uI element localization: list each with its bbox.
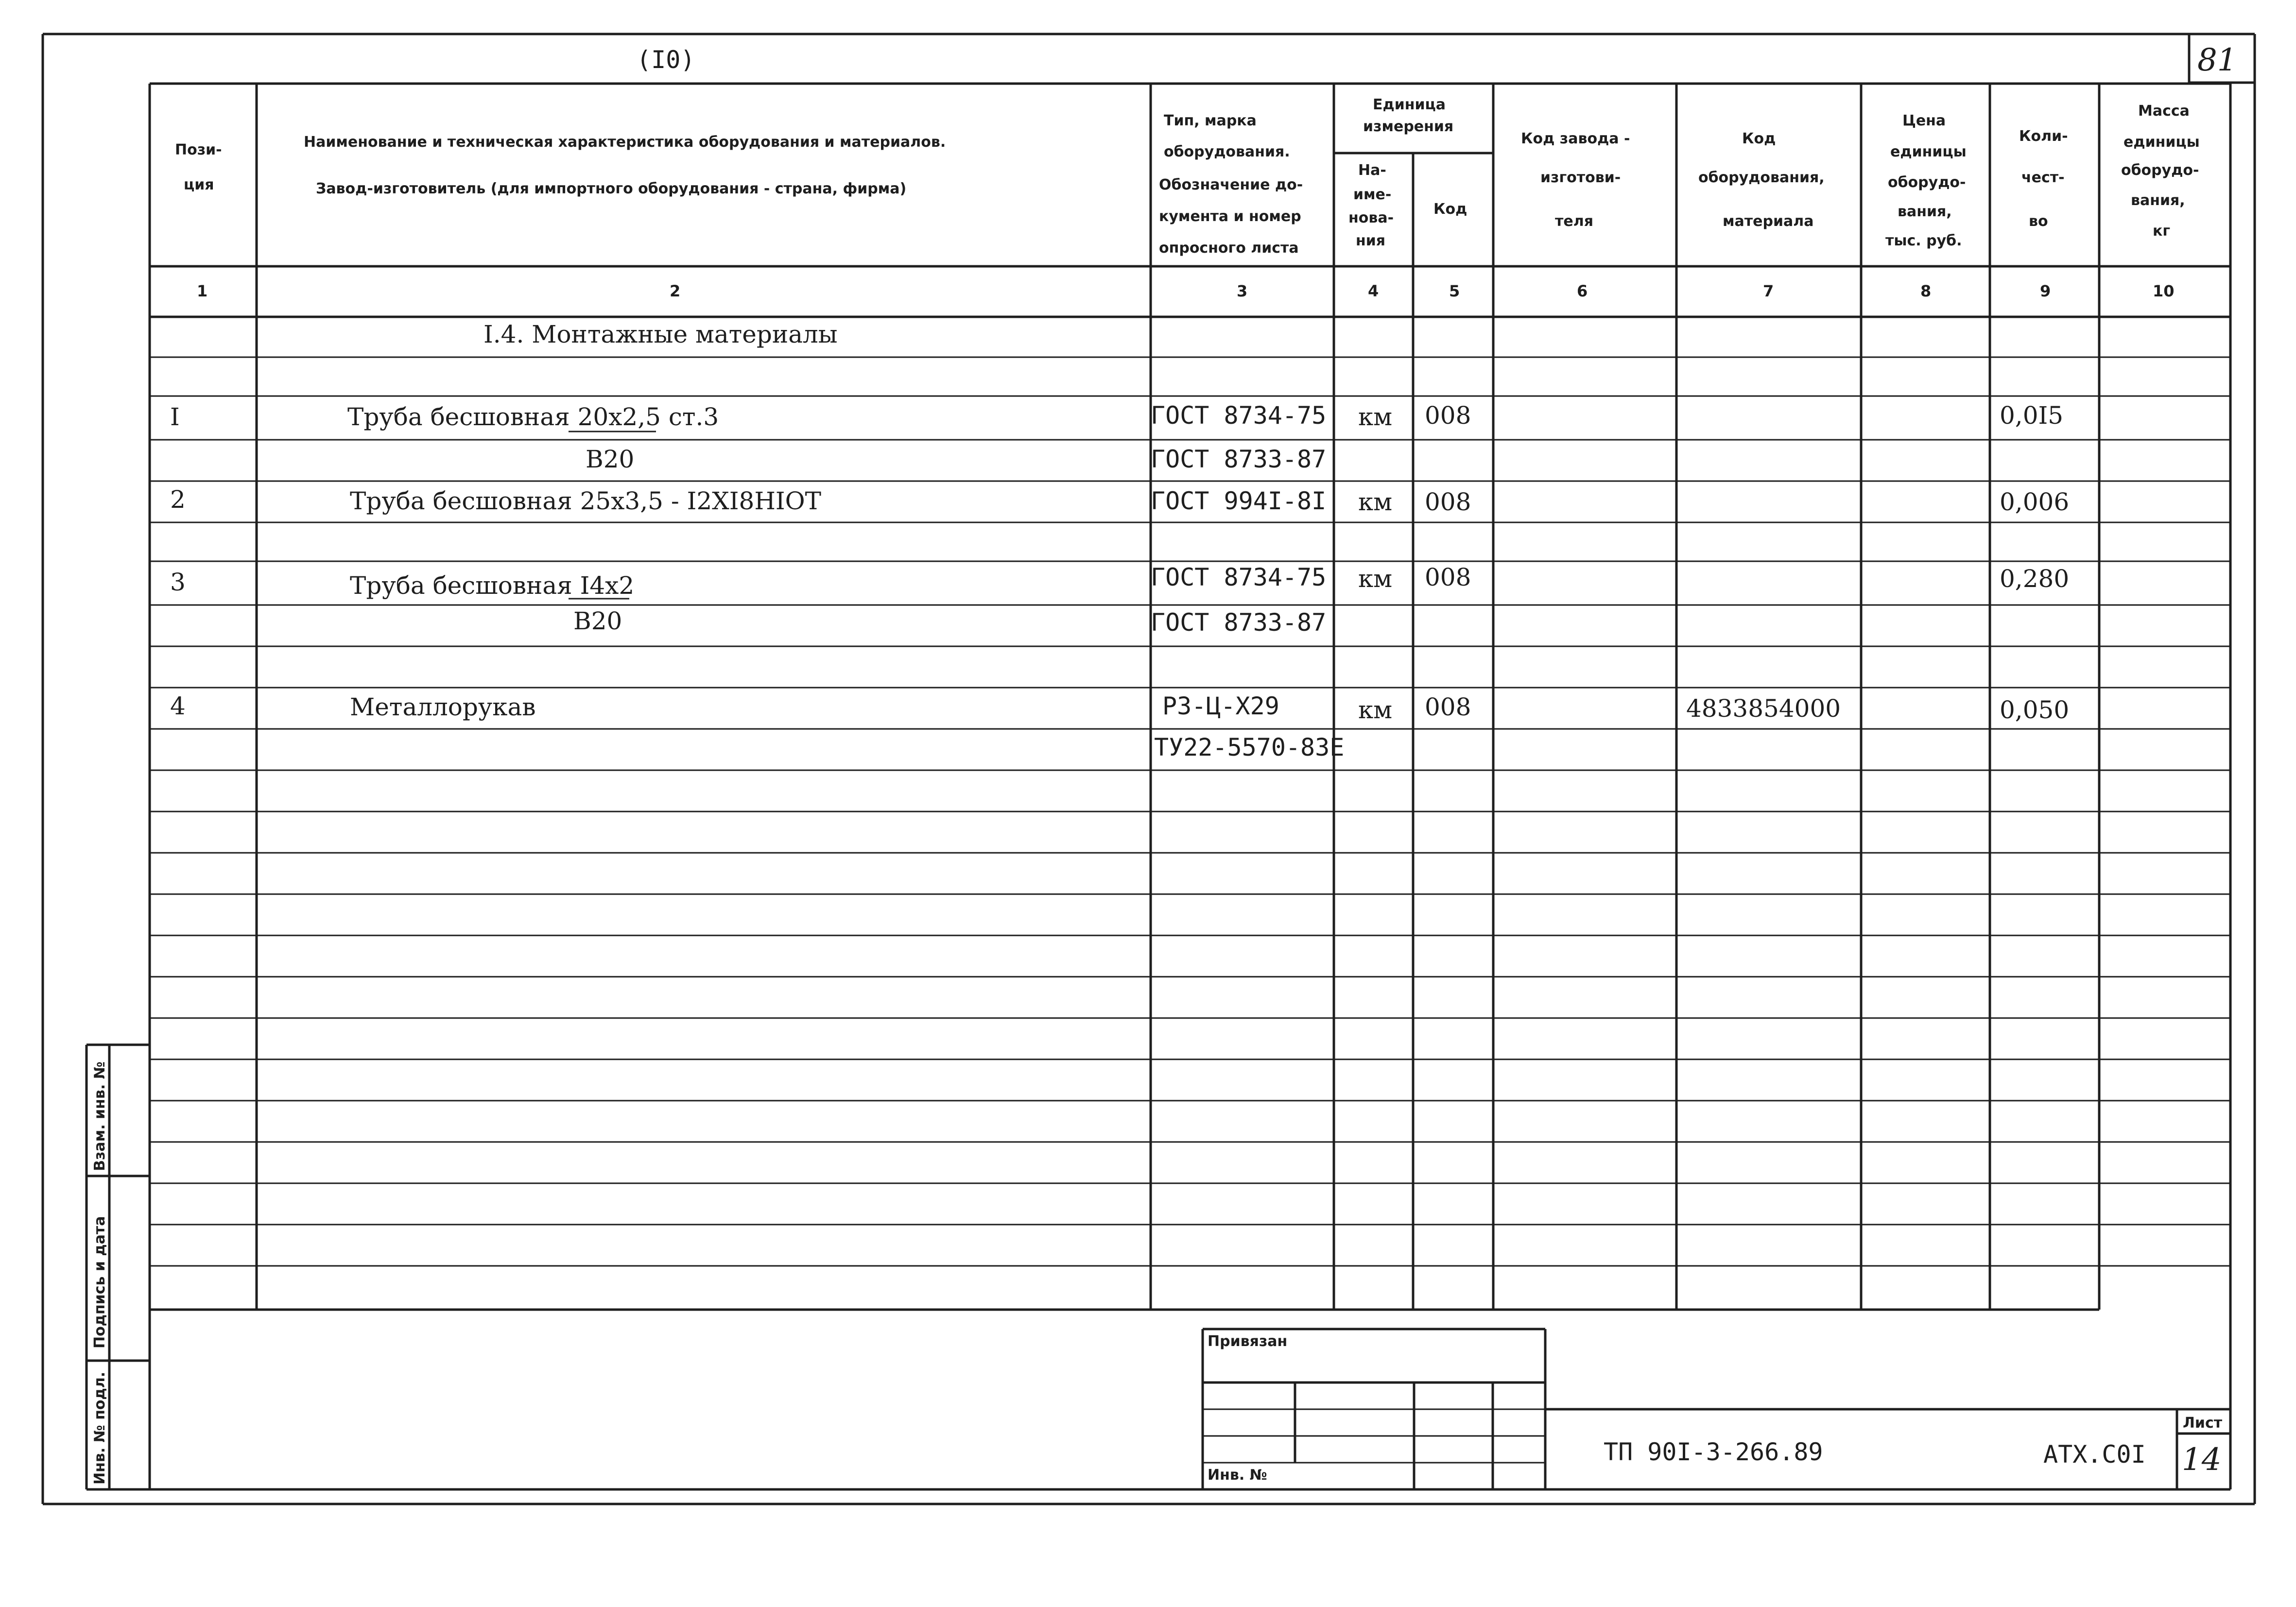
stamp-sheet-number: 14 (2182, 1442, 2222, 1478)
item-material-code: 4833854000 (1686, 694, 1841, 723)
item-document: ГОСТ 8734-75 (1151, 563, 1327, 591)
column-number: 4 (1368, 282, 1379, 300)
item-document-extra: ТУ22-5570-83Е (1154, 733, 1345, 761)
item-unit: км (1358, 565, 1393, 593)
item-document: Р3-Ц-Х29 (1162, 692, 1279, 720)
header-col9-line: Коли- (2019, 128, 2068, 145)
item-name-extra: В20 (573, 607, 622, 635)
item-unit-code: 008 (1425, 563, 1471, 591)
item-position: 4 (170, 692, 186, 720)
header-col1-line2: ция (184, 176, 214, 193)
header-col10-line: Масса (2138, 103, 2190, 120)
item-name: Труба бесшовная 25x3,5 - I2XI8HIOT (350, 487, 822, 515)
header-col7-line: материала (1723, 213, 1814, 230)
item-unit: км (1358, 403, 1393, 431)
header-col7-line: оборудования, (1698, 169, 1825, 186)
side-stamp-inv-podl: Инв. № подл. (91, 1371, 108, 1485)
header-col9-line: чест- (2021, 169, 2065, 186)
header-col8-line: Цена (1902, 112, 1946, 129)
header-col2-line2: Завод-изготовитель (для импортного оборудования - страна, фирма) (316, 180, 907, 197)
header-col8-line: единицы (1890, 143, 1967, 160)
item-document: ГОСТ 8734-75 (1151, 401, 1327, 430)
header-col6-line: изготови- (1540, 169, 1621, 186)
header-unit-group: измерения (1363, 118, 1454, 135)
side-stamp-podpis: Подпись и дата (91, 1216, 108, 1348)
header-col3-line: Тип, марка (1164, 112, 1257, 129)
header-col8-line: тыс. руб. (1885, 232, 1962, 249)
side-stamp-vzam: Взам. инв. № (91, 1061, 108, 1171)
stamp-privyazan: Привязан (1208, 1333, 1288, 1350)
header-col8-line: вания, (1898, 203, 1952, 220)
item-position: 3 (170, 568, 186, 596)
table-row (170, 563, 2069, 637)
table-row (170, 401, 2063, 473)
item-document: ГОСТ 994I-8I (1151, 487, 1327, 515)
column-number: 8 (1920, 282, 1932, 300)
header-col7-line: Код (1742, 130, 1776, 147)
header-unit-group: Единица (1373, 96, 1446, 113)
item-name-extra: В20 (586, 445, 635, 473)
column-number: 1 (197, 282, 208, 300)
column-number: 7 (1763, 282, 1774, 300)
header-col4-line: нова- (1348, 209, 1394, 226)
stamp-sheet-label: Лист (2183, 1415, 2223, 1432)
header-col3-line: кумента и номер (1159, 208, 1301, 225)
column-number: 9 (2040, 282, 2051, 300)
item-unit: км (1358, 696, 1393, 724)
header-col9-line: во (2029, 213, 2048, 230)
header-col3-line: опросного листа (1159, 240, 1299, 257)
item-document-extra: ГОСТ 8733-87 (1151, 608, 1327, 637)
item-name: Труба бесшовная I4x2 (350, 571, 635, 600)
header-col10-line: кг (2153, 223, 2171, 240)
header-col10-line: оборудо- (2121, 162, 2199, 179)
item-quantity: 0,280 (2000, 565, 2070, 593)
item-name: Труба бесшовная 20x2,5 ст.3 (347, 403, 719, 431)
column-number: 3 (1237, 282, 1248, 300)
header-col4-line: На- (1358, 162, 1386, 179)
column-number: 5 (1449, 282, 1460, 300)
header-col10-line: единицы (2123, 134, 2200, 151)
section-title: I.4. Монтажные материалы (483, 320, 838, 348)
header-col10-line: вания, (2131, 192, 2185, 209)
header-col4-line: име- (1353, 186, 1392, 203)
item-quantity: 0,0I5 (2000, 401, 2064, 430)
item-position: I (170, 403, 180, 431)
stamp-inv-no: Инв. № (1208, 1467, 1267, 1484)
table-row (170, 485, 2069, 516)
item-unit: км (1358, 488, 1393, 516)
column-number: 10 (2153, 282, 2175, 300)
header-col6-line: теля (1555, 213, 1593, 230)
column-number: 2 (670, 282, 681, 300)
column-number: 6 (1577, 282, 1588, 300)
stamp-doc-mark: АТХ.С0I (2043, 1440, 2146, 1469)
column-number-row (197, 282, 2175, 300)
title-block (1203, 1329, 2230, 1489)
outer-frame (43, 34, 2255, 1504)
header-col1-line1: Пози- (175, 141, 222, 158)
item-unit-code: 008 (1425, 693, 1471, 721)
header-col5: Код (1433, 201, 1467, 218)
item-unit-code: 008 (1425, 401, 1471, 430)
table-header (175, 96, 2200, 257)
item-quantity: 0,050 (2000, 696, 2070, 724)
item-document-extra: ГОСТ 8733-87 (1151, 445, 1327, 473)
item-position: 2 (170, 485, 186, 514)
table-frame (150, 84, 2230, 1489)
page-number-handwritten: 81 (2197, 42, 2237, 78)
item-quantity: 0,006 (2000, 488, 2070, 516)
stamp-doc-code: ТП 90I-3-266.89 (1604, 1438, 1823, 1466)
header-col8-line: оборудо- (1888, 174, 1966, 191)
header-col3-line: Обозначение до- (1159, 176, 1303, 193)
header-col6-line: Код завода - (1521, 130, 1630, 147)
header-col4-line: ния (1356, 232, 1386, 249)
header-col3-line: оборудования. (1164, 143, 1290, 160)
sheet-top-label: (I0) (637, 46, 695, 74)
item-name: Металлорукав (350, 693, 536, 721)
item-unit-code: 008 (1425, 488, 1471, 516)
table-row (170, 692, 2069, 761)
header-col2-line1: Наименование и техническая характеристика оборудования и материалов. (304, 134, 946, 151)
side-stamp (86, 1045, 2230, 1489)
